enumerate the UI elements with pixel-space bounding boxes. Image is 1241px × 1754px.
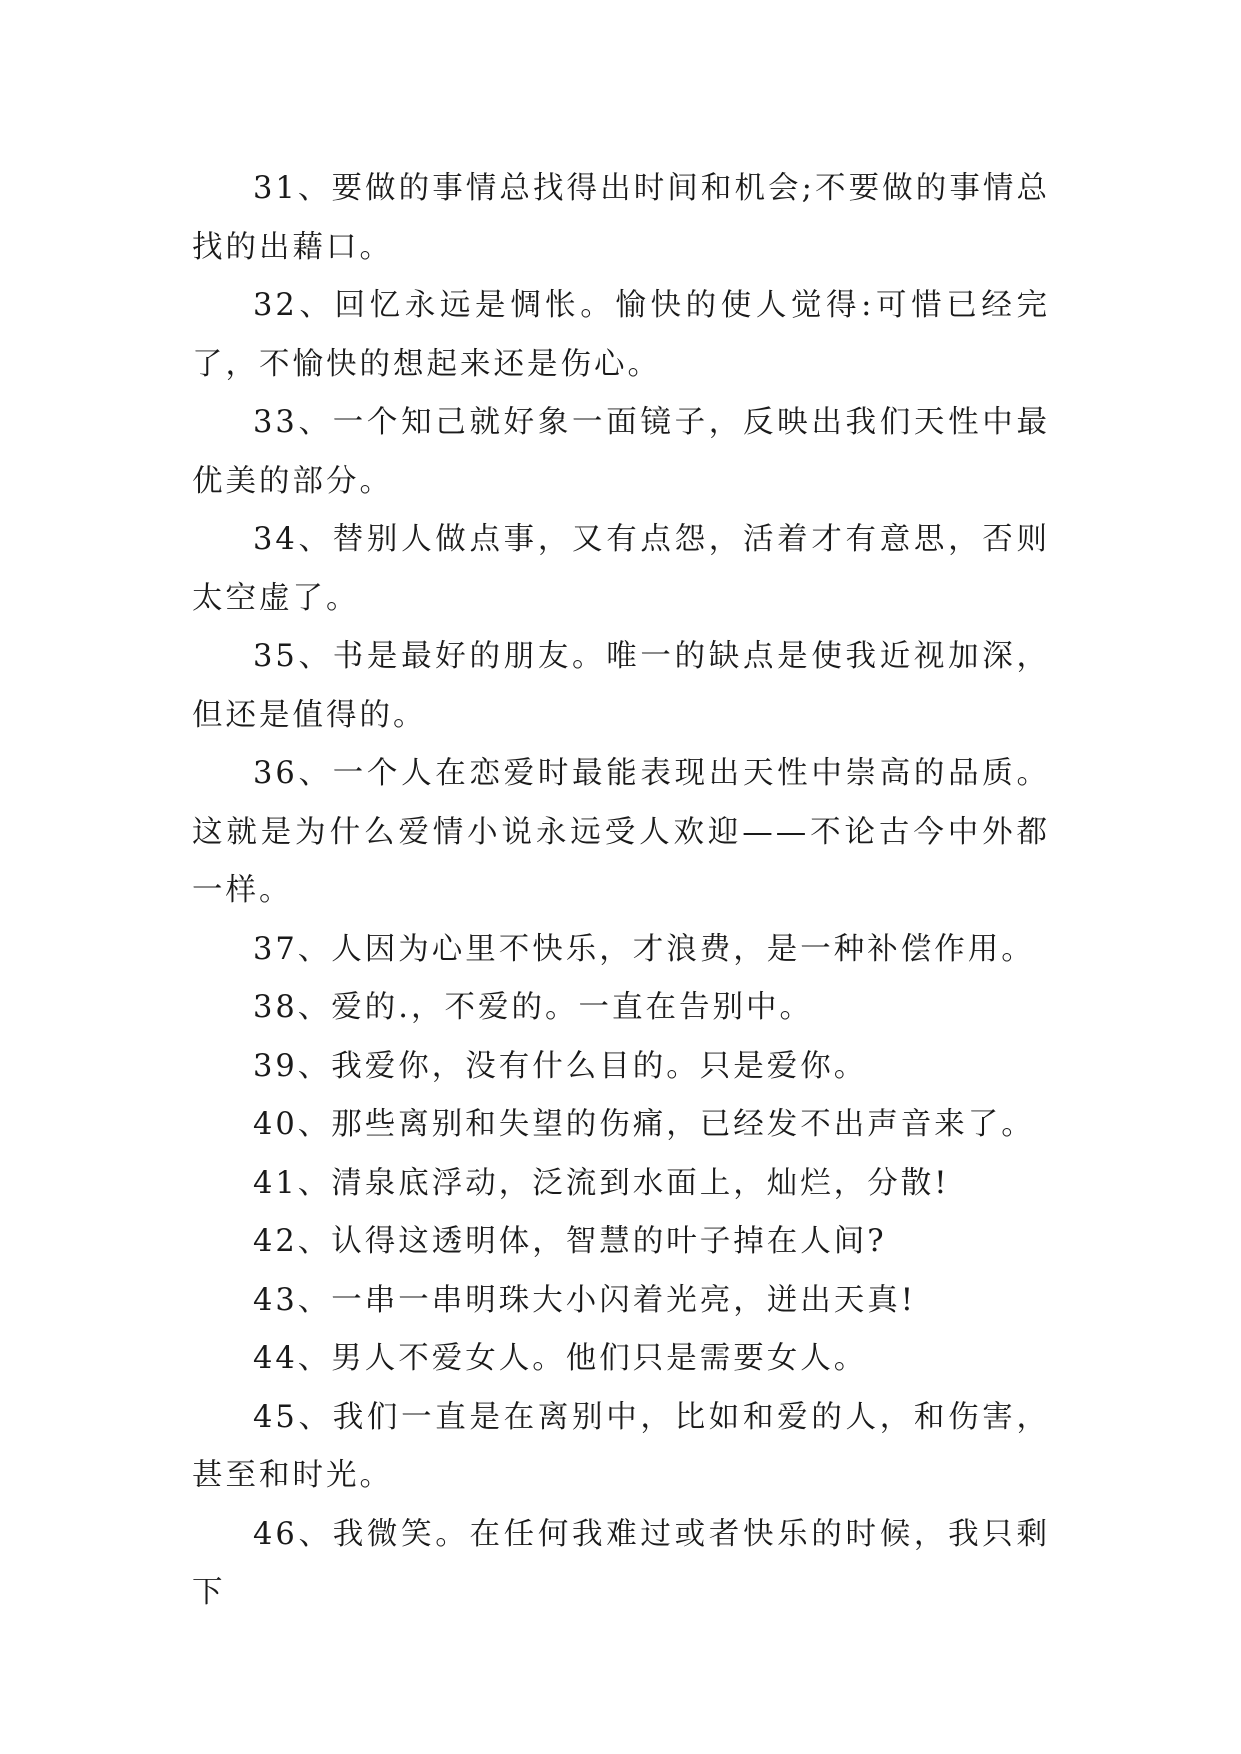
quote-paragraph-40: 40、那些离别和失望的伤痛，已经发不出声音来了。 [253,1107,1035,1142]
quote-paragraph-32: 32、回忆永远是惆怅。愉快的使人觉得:可惜已经完了，不愉快的想起来还是伤心。 [192,288,1050,382]
quote-paragraph-38: 38、爱的.，不爱的。一直在告别中。 [253,990,814,1025]
quote-paragraph-35: 35、书是最好的朋友。唯一的缺点是使我近视加深，但还是值得的。 [192,639,1050,733]
quote-paragraph-37: 37、人因为心里不快乐，才浪费，是一种补偿作用。 [253,931,1035,967]
quote-paragraph-31: 31、要做的事情总找得出时间和机会;不要做的事情总找的出藉口。 [192,171,1050,265]
quote-paragraph-46: 46、我微笑。在任何我难过或者快乐的时候，我只剩下 [192,1516,1050,1610]
quote-paragraph-36: 36、一个人在恋爱时最能表现出天性中崇高的品质。这就是为什么爱情小说永远受人欢迎——不论古今中外都一样。 [192,756,1050,908]
quote-paragraph-43: 43、一串一串明珠大小闪着光亮，迸出天真! [253,1282,917,1318]
quote-paragraph-33: 33、一个知己就好象一面镜子，反映出我们天性中最优美的部分。 [192,405,1050,499]
document-body [192,160,1050,1623]
quote-paragraph-41: 41、清泉底浮动，泛流到水面上，灿烂，分散! [253,1165,950,1201]
quote-paragraph-45: 45、我们一直是在离别中，比如和爱的人，和伤害，甚至和时光。 [192,1399,1050,1493]
quote-paragraph-42: 42、认得这透明体，智慧的叶子掉在人间? [253,1224,887,1259]
quote-paragraph-44: 44、男人不爱女人。他们只是需要女人。 [253,1341,868,1376]
quote-paragraph-34: 34、替别人做点事，又有点怨，活着才有意思，否则太空虚了。 [192,522,1050,616]
quote-paragraph-39: 39、我爱你，没有什么目的。只是爱你。 [253,1048,868,1084]
